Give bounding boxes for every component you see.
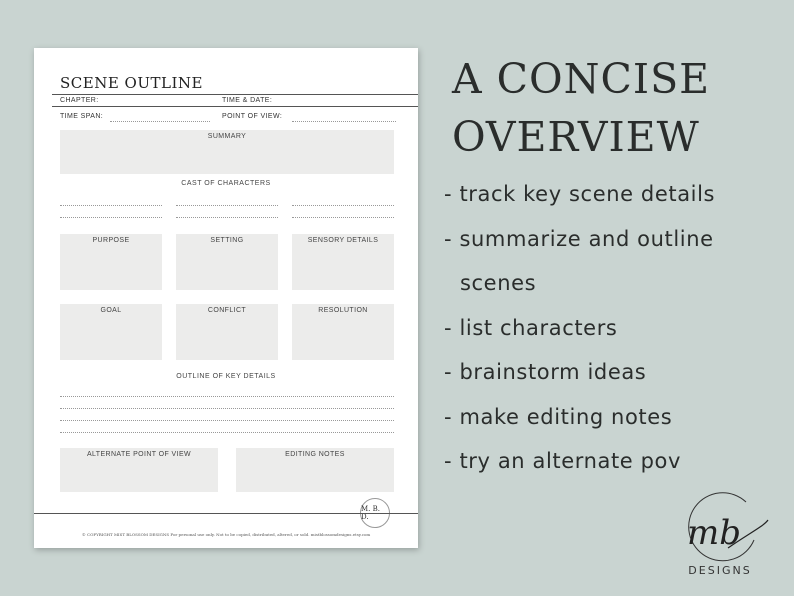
setting-label: SETTING	[210, 237, 244, 244]
cast-label: CAST OF CHARACTERS	[181, 180, 271, 187]
headline	[452, 50, 710, 166]
editing-notes-label: EDITING NOTES	[285, 451, 345, 458]
logo-monogram: mb	[686, 513, 742, 553]
summary-label: SUMMARY	[207, 133, 247, 140]
setting-box	[176, 234, 278, 290]
outline-line	[60, 408, 394, 409]
worksheet-preview	[34, 48, 418, 548]
summary-box	[60, 130, 394, 174]
title-rule	[52, 94, 418, 95]
cast-line	[60, 205, 162, 206]
feature-item: scenes	[460, 271, 537, 295]
logo-circle-icon	[668, 488, 772, 568]
cast-line	[292, 205, 394, 206]
purpose-label: PURPOSE	[92, 237, 130, 244]
alternate-pov-label: ALTERNATE POINT OF VIEW	[86, 451, 192, 458]
feature-item: - try an alternate pov	[444, 449, 682, 473]
time-date-label: TIME & DATE:	[222, 97, 273, 104]
field-rule	[52, 106, 418, 107]
conflict-box	[176, 304, 278, 360]
time-span-line	[110, 121, 210, 122]
resolution-label: RESOLUTION	[318, 307, 368, 314]
outline-line	[60, 420, 394, 421]
editing-notes-box	[236, 448, 394, 492]
cast-line	[176, 205, 278, 206]
cast-line	[176, 217, 278, 218]
resolution-box	[292, 304, 394, 360]
copyright-footer: © COPYRIGHT MIST BLOSSOM DESIGNS For personal use only. Not to be copied, distributed, altered, or sold. mistblossomdesigns.etsy.com	[81, 532, 371, 537]
goal-box	[60, 304, 162, 360]
feature-item: - summarize and outline	[444, 226, 714, 251]
alternate-pov-box	[60, 448, 218, 492]
outline-label: OUTLINE OF KEY DETAILS	[176, 373, 276, 380]
feature-item: - track key scene details	[444, 182, 716, 206]
footer-rule	[34, 513, 418, 514]
outline-line	[60, 432, 394, 433]
time-span-label: TIME SPAN:	[60, 113, 104, 120]
goal-label: GOAL	[100, 307, 122, 314]
logo-text: DESIGNS	[688, 564, 752, 577]
conflict-label: CONFLICT	[207, 307, 247, 314]
sensory-details-label: SENSORY DETAILS	[307, 237, 379, 244]
cast-line	[60, 217, 162, 218]
mbd-seal: M. B. D.	[360, 498, 390, 528]
feature-item: - list characters	[444, 315, 618, 340]
feature-item: - brainstorm ideas	[444, 360, 647, 384]
brand-logo	[668, 488, 772, 584]
cast-line	[292, 217, 394, 218]
headline-line-2: OVERVIEW	[452, 113, 700, 161]
point-of-view-line	[292, 121, 396, 122]
worksheet-title: SCENE OUTLINE	[60, 74, 203, 92]
outline-line	[60, 396, 394, 397]
feature-item: - make editing notes	[444, 404, 673, 429]
purpose-box	[60, 234, 162, 290]
chapter-label: CHAPTER:	[60, 97, 99, 104]
sensory-details-box	[292, 234, 394, 290]
feature-list	[444, 172, 715, 484]
headline-line-1: A CONCISE	[452, 55, 711, 103]
point-of-view-label: POINT OF VIEW:	[222, 113, 283, 120]
